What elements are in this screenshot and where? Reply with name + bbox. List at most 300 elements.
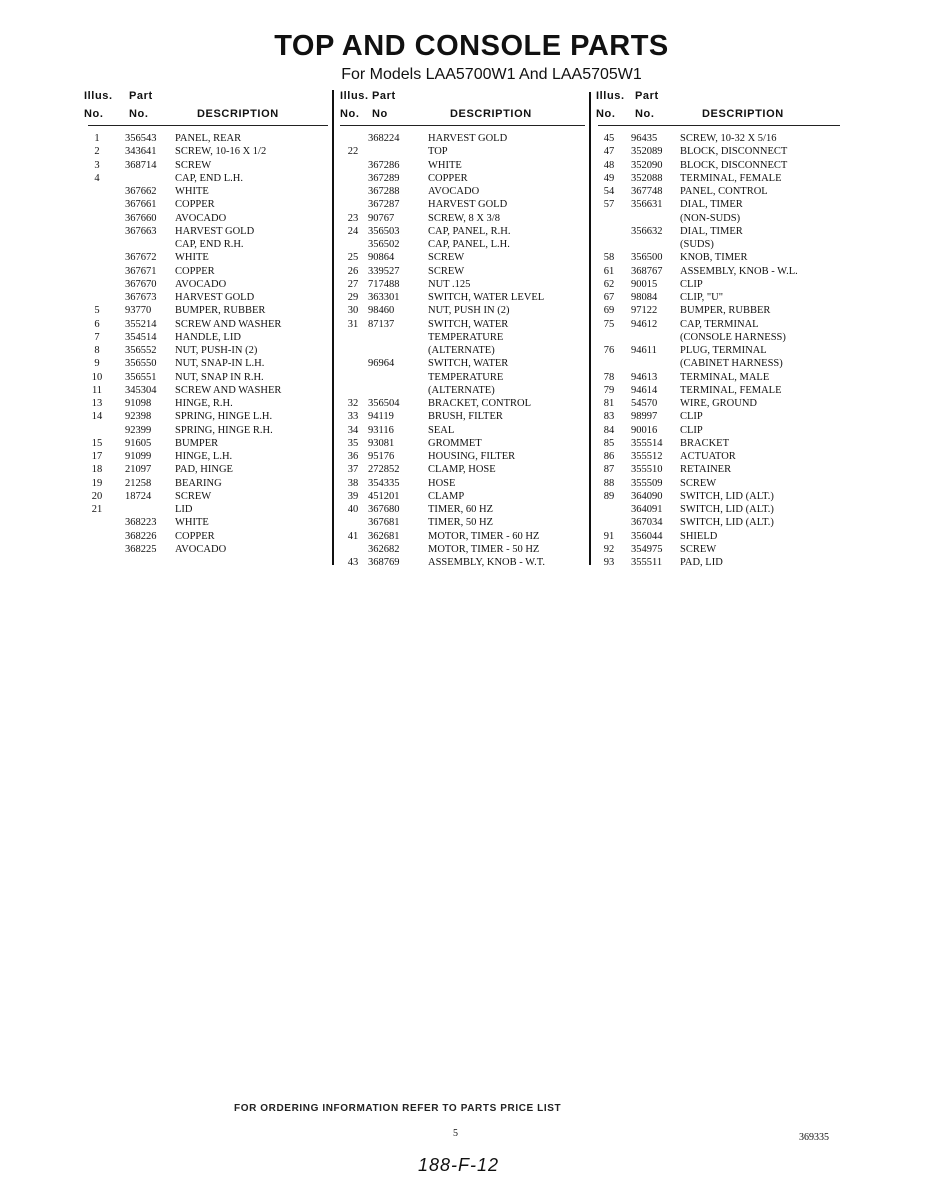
column-header (598, 90, 840, 126)
part-number: 91605 (125, 437, 152, 449)
part-number: 368714 (125, 159, 157, 171)
parts-row (340, 503, 585, 516)
part-description: CLIP, "U" (680, 292, 723, 303)
parts-row (340, 477, 585, 490)
parts-row (88, 212, 328, 225)
part-description: CAP, TERMINAL (680, 318, 759, 330)
part-number: 364090 (631, 490, 663, 502)
part-number: 355511 (631, 557, 663, 568)
part-description: HARVEST GOLD (175, 225, 255, 237)
part-description: BUMPER, RUBBER (680, 305, 771, 317)
part-description: GROMMET (428, 437, 482, 449)
part-number: 339527 (368, 265, 400, 277)
part-description: SCREW (680, 543, 717, 555)
column-header (84, 90, 328, 126)
header-part: Part (635, 90, 659, 102)
part-number: 96964 (368, 358, 395, 370)
part-number: 92398 (125, 411, 152, 423)
parts-row (88, 437, 328, 450)
part-description: ASSEMBLY, KNOB - W.T. (428, 557, 545, 568)
parts-row (340, 357, 585, 370)
parts-row (340, 397, 585, 410)
illus-number: 34 (347, 424, 359, 436)
part-number: 98460 (368, 305, 395, 317)
part-description: PANEL, CONTROL (680, 186, 768, 197)
parts-row (340, 318, 585, 331)
part-description: SCREW, 8 X 3/8 (428, 212, 500, 224)
parts-row (598, 371, 840, 384)
part-description: CAP, PANEL, L.H. (428, 239, 510, 250)
parts-row (598, 530, 840, 543)
part-description: HARVEST GOLD (428, 133, 508, 144)
part-description: TERMINAL, FEMALE (680, 384, 782, 396)
header-rule (88, 125, 328, 126)
part-number: 18724 (125, 490, 152, 502)
parts-row (340, 384, 585, 397)
part-number: 354514 (125, 331, 157, 343)
part-number: 362682 (368, 543, 400, 555)
part-number: 356551 (125, 371, 157, 383)
part-description: SCREW AND WASHER (175, 384, 282, 396)
illus-number: 14 (91, 411, 103, 423)
part-description: CAP, PANEL, R.H. (428, 225, 511, 237)
part-description: PAD, HINGE (175, 464, 233, 476)
part-number: 87137 (368, 318, 395, 330)
part-number: 98997 (631, 411, 658, 423)
page-number: 5 (453, 1128, 458, 1139)
part-description: SWITCH, LID (ALT.) (680, 517, 774, 529)
parts-list (340, 132, 585, 569)
part-description: BLOCK, DISCONNECT (680, 146, 788, 158)
parts-row (598, 331, 840, 344)
parts-row (88, 543, 328, 556)
illus-number: 91 (603, 530, 615, 542)
part-number: 367034 (631, 517, 663, 529)
part-description: TEMPERATURE (428, 331, 504, 343)
part-description: NUT, PUSH-IN (2) (175, 345, 258, 356)
part-description: HINGE, R.H. (175, 398, 233, 409)
part-number: 98084 (631, 292, 658, 303)
parts-row (598, 384, 840, 397)
part-description: AVOCADO (175, 212, 227, 224)
parts-row (598, 318, 840, 331)
part-number: 367681 (368, 517, 400, 529)
part-description: MOTOR, TIMER - 50 HZ (428, 543, 540, 555)
part-number: 90016 (631, 424, 658, 436)
illus-number: 4 (94, 172, 100, 184)
parts-row (598, 463, 840, 476)
part-number: 94612 (631, 318, 658, 330)
parts-row (88, 265, 328, 278)
parts-row (88, 238, 328, 251)
part-description: SHIELD (680, 530, 718, 542)
column-divider (589, 92, 591, 565)
part-description: KNOB, TIMER (680, 252, 748, 264)
part-description: TEMPERATURE (428, 371, 504, 383)
part-number: 352090 (631, 159, 663, 171)
parts-row (598, 225, 840, 238)
parts-row (88, 145, 328, 158)
header-illus: Illus. (596, 90, 625, 102)
header-illus: Illus. (340, 90, 369, 102)
part-description: TERMINAL, FEMALE (680, 172, 782, 184)
part-description: HINGE, L.H. (175, 451, 233, 462)
header-rule (598, 125, 840, 126)
part-number: 356631 (631, 199, 663, 211)
illus-number: 11 (91, 384, 103, 396)
parts-row (598, 145, 840, 158)
part-description: TIMER, 60 HZ (428, 504, 494, 515)
part-description: SCREW, 10-32 X 5/16 (680, 133, 777, 144)
handwritten-note: 188-F-12 (418, 1155, 500, 1175)
illus-number: 8 (94, 345, 100, 356)
parts-row (598, 424, 840, 437)
part-number: 96435 (631, 133, 658, 144)
illus-number: 43 (347, 557, 359, 568)
parts-row (340, 251, 585, 264)
parts-row (88, 132, 328, 145)
parts-row (340, 225, 585, 238)
illus-number: 1 (94, 133, 100, 144)
part-description: SCREW (428, 252, 465, 264)
part-description: CLIP (680, 424, 703, 436)
illus-number: 85 (603, 437, 615, 449)
illus-number: 92 (603, 543, 615, 555)
parts-row (598, 477, 840, 490)
illus-number: 26 (347, 265, 359, 277)
parts-row (598, 198, 840, 211)
part-number: 356044 (631, 530, 663, 542)
parts-row (598, 490, 840, 503)
parts-row (340, 212, 585, 225)
part-number: 367671 (125, 265, 157, 277)
part-description: PANEL, REAR (175, 133, 242, 144)
part-number: 343641 (125, 146, 157, 158)
parts-row (340, 463, 585, 476)
part-description: (ALTERNATE) (428, 384, 495, 396)
part-number: 355512 (631, 451, 663, 462)
part-number: 91099 (125, 451, 152, 462)
header-part: Part (129, 90, 153, 102)
illus-number: 75 (603, 318, 615, 330)
illus-number: 38 (347, 477, 359, 489)
part-number: 90864 (368, 252, 395, 264)
part-number: 21258 (125, 477, 152, 489)
parts-row (88, 291, 328, 304)
illus-number: 47 (603, 146, 615, 158)
parts-row (598, 543, 840, 556)
part-description: SCREW, 10-16 X 1/2 (175, 146, 267, 158)
part-description: COPPER (175, 265, 215, 277)
part-description: SEAL (428, 424, 455, 436)
part-number: 367662 (125, 186, 157, 197)
parts-row (88, 304, 328, 317)
illus-number: 7 (94, 331, 100, 343)
part-number: 355509 (631, 477, 663, 489)
parts-row (88, 477, 328, 490)
part-number: 367661 (125, 199, 157, 211)
illus-number: 18 (91, 464, 103, 476)
illus-number: 15 (91, 437, 103, 449)
part-number: 367680 (368, 504, 400, 515)
part-description: COPPER (428, 172, 468, 184)
illus-number: 79 (603, 384, 615, 396)
parts-row (598, 503, 840, 516)
illus-number: 17 (91, 451, 103, 462)
part-description: (CONSOLE HARNESS) (680, 331, 786, 343)
parts-row (88, 384, 328, 397)
parts-row (88, 172, 328, 185)
part-number: 717488 (368, 278, 400, 290)
illus-number: 10 (91, 371, 103, 383)
illus-number: 41 (347, 530, 359, 542)
part-number: 94614 (631, 384, 658, 396)
parts-row (88, 331, 328, 344)
part-number: 354975 (631, 543, 663, 555)
illus-number: 27 (347, 278, 359, 290)
parts-row (598, 516, 840, 529)
parts-row (88, 503, 328, 516)
parts-row (88, 371, 328, 384)
illus-number: 67 (603, 292, 615, 303)
part-number: 94613 (631, 371, 658, 383)
illus-number: 93 (603, 557, 615, 568)
illus-number: 48 (603, 159, 615, 171)
parts-row (88, 410, 328, 423)
parts-list (598, 132, 840, 569)
header-part-no: No (372, 108, 388, 120)
part-description: PLUG, TERMINAL (680, 345, 767, 356)
parts-row (598, 132, 840, 145)
part-description: SCREW (428, 265, 465, 277)
part-number: 97122 (631, 305, 658, 317)
part-description: SCREW (175, 159, 212, 171)
header-rule (340, 125, 585, 126)
illus-number: 88 (603, 477, 615, 489)
part-description: ACTUATOR (680, 451, 736, 462)
parts-row (340, 490, 585, 503)
illus-number: 36 (347, 451, 359, 462)
part-description: CLIP (680, 411, 703, 423)
parts-row (340, 304, 585, 317)
part-description: TOP (428, 146, 448, 158)
illus-number: 89 (603, 490, 615, 502)
part-number: 362681 (368, 530, 400, 542)
part-description: WHITE (175, 186, 209, 197)
parts-row (340, 185, 585, 198)
part-number: 367673 (125, 292, 157, 303)
illus-number: 45 (603, 133, 615, 144)
header-part-no: No. (635, 108, 655, 120)
part-number: 352088 (631, 172, 663, 184)
part-description: SCREW (680, 477, 717, 489)
part-number: 94119 (368, 411, 394, 423)
part-number: 367287 (368, 199, 400, 211)
part-number: 355514 (631, 437, 663, 449)
part-description: SWITCH, WATER (428, 358, 509, 370)
part-description: CAP, END L.H. (175, 172, 243, 184)
parts-row (598, 159, 840, 172)
part-description: NUT, PUSH IN (2) (428, 305, 510, 317)
illus-number: 19 (91, 477, 103, 489)
page-title: TOP AND CONSOLE PARTS (274, 30, 669, 62)
parts-row (88, 516, 328, 529)
part-number: 355214 (125, 318, 157, 330)
illus-number: 40 (347, 504, 359, 515)
illus-number: 3 (94, 159, 100, 171)
parts-row (598, 556, 840, 569)
illus-number: 81 (603, 398, 615, 409)
illus-number: 84 (603, 424, 615, 436)
part-description: WHITE (175, 252, 209, 264)
illus-number: 78 (603, 371, 615, 383)
part-number: 356552 (125, 345, 157, 356)
parts-row (598, 410, 840, 423)
illus-number: 87 (603, 464, 615, 476)
part-number: 368767 (631, 265, 663, 277)
part-number: 94611 (631, 345, 657, 356)
parts-row (340, 556, 585, 569)
part-number: 95176 (368, 451, 395, 462)
part-description: AVOCADO (175, 278, 227, 290)
part-description: BUMPER (175, 437, 219, 449)
part-number: 90015 (631, 278, 658, 290)
part-number: 93770 (125, 305, 152, 317)
part-description: DIAL, TIMER (680, 199, 743, 211)
part-description: COPPER (175, 530, 215, 542)
part-description: PAD, LID (680, 557, 723, 568)
part-description: (CABINET HARNESS) (680, 358, 783, 370)
illus-number: 49 (603, 172, 615, 184)
part-number: 368224 (368, 133, 400, 144)
parts-row (88, 185, 328, 198)
parts-list (88, 132, 328, 556)
part-description: SPRING, HINGE L.H. (175, 411, 273, 423)
illus-number: 61 (603, 265, 615, 277)
parts-row (598, 278, 840, 291)
parts-row (88, 397, 328, 410)
part-number: 21097 (125, 464, 152, 476)
part-description: HARVEST GOLD (175, 292, 255, 303)
parts-row (340, 344, 585, 357)
header-part: Part (372, 90, 396, 102)
part-number: 272852 (368, 464, 400, 476)
parts-row (88, 251, 328, 264)
part-description: CLIP (680, 278, 703, 290)
parts-row (598, 304, 840, 317)
part-number: 352089 (631, 146, 663, 158)
parts-column-2 (340, 90, 585, 569)
part-description: SWITCH, WATER (428, 318, 509, 330)
parts-row (340, 530, 585, 543)
illus-number: 57 (603, 199, 615, 211)
parts-row (340, 410, 585, 423)
part-description: HOSE (428, 477, 456, 489)
part-number: 92399 (125, 424, 152, 436)
part-description: COPPER (175, 199, 215, 211)
part-description: BRUSH, FILTER (428, 411, 503, 423)
part-number: 367286 (368, 159, 400, 171)
column-divider (332, 90, 334, 565)
part-description: AVOCADO (428, 186, 480, 197)
part-number: 356502 (368, 239, 400, 250)
parts-row (598, 437, 840, 450)
parts-row (340, 291, 585, 304)
parts-row (88, 424, 328, 437)
illus-number: 83 (603, 411, 615, 423)
part-number: 93081 (368, 437, 395, 449)
illus-number: 25 (347, 252, 359, 264)
illus-number: 62 (603, 278, 615, 290)
parts-row (598, 172, 840, 185)
illus-number: 6 (94, 318, 100, 330)
part-number: 367663 (125, 225, 157, 237)
parts-row (598, 397, 840, 410)
part-number: 356500 (631, 252, 663, 264)
header-illus-no: No. (340, 108, 360, 120)
illus-number: 23 (347, 212, 359, 224)
parts-row (88, 198, 328, 211)
part-description: SWITCH, LID (ALT.) (680, 490, 774, 502)
part-number: 345304 (125, 384, 157, 396)
part-description: BEARING (175, 477, 222, 489)
part-description: RETAINER (680, 464, 732, 476)
part-description: CLAMP (428, 490, 465, 502)
parts-row (598, 344, 840, 357)
parts-column-1 (84, 90, 328, 556)
illus-number: 31 (347, 318, 359, 330)
parts-row (88, 344, 328, 357)
part-number: 54570 (631, 398, 658, 409)
parts-row (340, 516, 585, 529)
illus-number: 35 (347, 437, 359, 449)
header-description: DESCRIPTION (702, 108, 784, 120)
header-description: DESCRIPTION (450, 108, 532, 120)
parts-row (598, 185, 840, 198)
part-description: HOUSING, FILTER (428, 451, 516, 462)
illus-number: 54 (603, 186, 615, 197)
part-description: ASSEMBLY, KNOB - W.L. (680, 265, 798, 277)
header-part-no: No. (129, 108, 149, 120)
illus-number: 22 (347, 146, 359, 158)
part-description: CAP, END R.H. (175, 239, 244, 250)
parts-column-3 (598, 90, 840, 569)
illus-number: 76 (603, 345, 615, 356)
header-illus-no: No. (84, 108, 104, 120)
illus-number: 24 (347, 225, 359, 237)
parts-row (88, 490, 328, 503)
part-number: 91098 (125, 398, 152, 409)
part-number: 367748 (631, 186, 663, 197)
part-description: NUT, SNAP-IN L.H. (175, 358, 265, 370)
column-header (340, 90, 585, 126)
part-description: TIMER, 50 HZ (428, 517, 494, 529)
part-description: SWITCH, LID (ALT.) (680, 504, 774, 515)
part-description: (NON-SUDS) (680, 212, 741, 224)
illus-number: 30 (347, 305, 359, 317)
parts-row (340, 132, 585, 145)
parts-row (598, 238, 840, 251)
page-subtitle: For Models LAA5700W1 And LAA5705W1 (341, 66, 642, 83)
part-number: 368225 (125, 543, 157, 555)
part-number: 356504 (368, 398, 400, 409)
part-description: WHITE (175, 517, 209, 529)
illus-number: 86 (603, 451, 615, 462)
part-number: 368223 (125, 517, 157, 529)
part-description: WHITE (428, 159, 462, 171)
part-number: 367289 (368, 172, 400, 184)
illus-number: 13 (91, 398, 103, 409)
